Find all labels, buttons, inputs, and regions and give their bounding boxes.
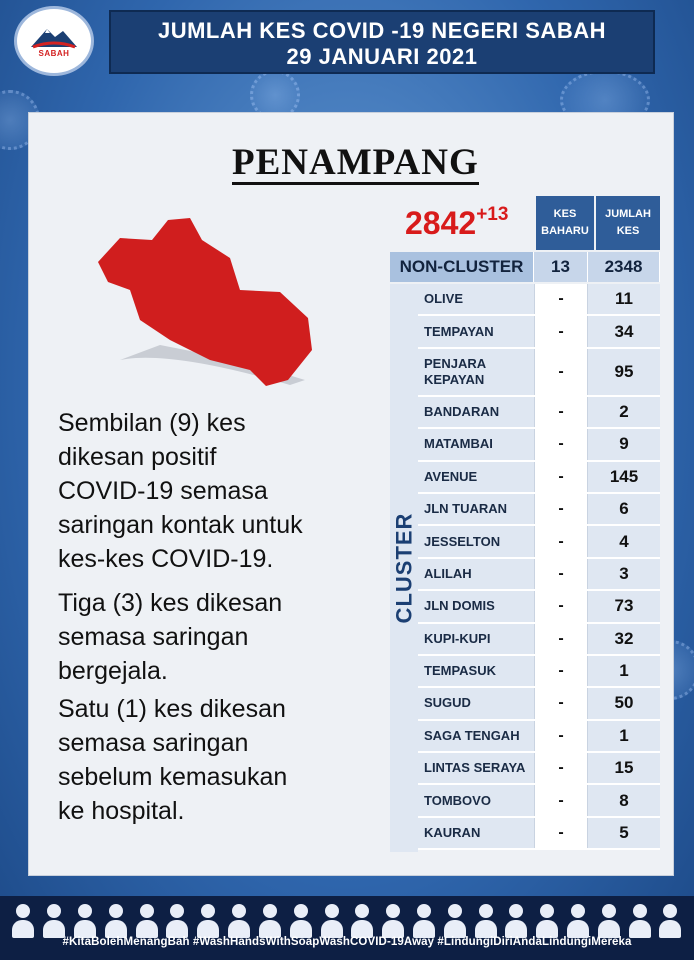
- cluster-name: JESSELTON: [418, 526, 534, 556]
- person-icon: [382, 902, 404, 938]
- person-icon: [413, 902, 435, 938]
- table-row: [418, 624, 660, 656]
- table-row: [418, 818, 660, 850]
- cluster-name: TEMPAYAN: [418, 316, 534, 346]
- cluster-label-text: CLUSTER: [391, 512, 417, 624]
- cluster-total-cases: 6: [588, 494, 660, 524]
- person-icon: [105, 902, 127, 938]
- table-row: [418, 429, 660, 461]
- description-paragraph-2: [58, 586, 282, 688]
- description-line: Satu (1) kes dikesan: [58, 695, 286, 723]
- person-icon: [659, 902, 681, 938]
- person-icon: [567, 902, 589, 938]
- table-row: [418, 656, 660, 688]
- description-line: COVID-19 semasa: [58, 477, 268, 505]
- total-value: 2842: [405, 205, 477, 241]
- cluster-total-cases: 1: [588, 656, 660, 686]
- cluster-new-cases: -: [534, 462, 588, 492]
- person-icon: [598, 902, 620, 938]
- person-icon: [444, 902, 466, 938]
- cluster-name: TOMBOVO: [418, 785, 534, 815]
- person-icon: [228, 902, 250, 938]
- description-line: bergejala.: [58, 657, 168, 685]
- cluster-new-cases: -: [534, 494, 588, 524]
- person-icon: [536, 902, 558, 938]
- person-icon: [629, 902, 651, 938]
- mountain-icon: [29, 25, 79, 49]
- cluster-name: KUPI-KUPI: [418, 624, 534, 654]
- cluster-name: JLN TUARAN: [418, 494, 534, 524]
- description-paragraph-3: [58, 692, 287, 828]
- description-line: semasa saringan: [58, 623, 249, 651]
- cluster-new-cases: -: [534, 284, 588, 314]
- cluster-new-cases: -: [534, 624, 588, 654]
- cluster-total-cases: 145: [588, 462, 660, 492]
- non-cluster-row: [390, 252, 660, 282]
- person-icon: [166, 902, 188, 938]
- table-row: [418, 462, 660, 494]
- description-line: dikesan positif: [58, 443, 217, 471]
- cluster-name: KAURAN: [418, 818, 534, 848]
- non-cluster-total: 2348: [588, 252, 660, 282]
- cluster-name: SAGA TENGAH: [418, 721, 534, 751]
- table-row: [418, 349, 660, 397]
- title-line-1: JUMLAH KES COVID -19 NEGERI SABAH: [157, 18, 606, 43]
- description-line: ke hospital.: [58, 797, 185, 825]
- non-cluster-label: NON-CLUSTER: [390, 252, 534, 282]
- person-icon: [505, 902, 527, 938]
- logo-text: SABAH: [38, 48, 70, 58]
- cluster-new-cases: -: [534, 688, 588, 718]
- cluster-new-cases: -: [534, 397, 588, 427]
- cluster-total-cases: 95: [588, 349, 660, 395]
- cluster-total-cases: 3: [588, 559, 660, 589]
- district-map-icon: [90, 210, 320, 390]
- person-icon: [12, 902, 34, 938]
- cluster-new-cases: -: [534, 753, 588, 783]
- cluster-total-cases: 34: [588, 316, 660, 346]
- table-row: [418, 688, 660, 720]
- table-row: [418, 397, 660, 429]
- person-icon: [136, 902, 158, 938]
- cluster-new-cases: -: [534, 721, 588, 751]
- footer-figures: [8, 898, 686, 938]
- cluster-table: [418, 284, 660, 850]
- footer-hashtags: #KitaBolehMenangBah #WashHandsWithSoapWashCOVID-19Away #LindungiDiriAndaLindungiMereka: [62, 936, 632, 948]
- cluster-total-cases: 5: [588, 818, 660, 848]
- cluster-total-cases: 73: [588, 591, 660, 621]
- cluster-new-cases: -: [534, 656, 588, 686]
- column-header-total-label: JUMLAH KES: [605, 208, 651, 237]
- cluster-new-cases: -: [534, 526, 588, 556]
- non-cluster-new: 13: [534, 252, 588, 282]
- cluster-name: ALILAH: [418, 559, 534, 589]
- description-line: kes-kes COVID-19.: [58, 545, 274, 573]
- cluster-total-cases: 2: [588, 397, 660, 427]
- total-increase: +13: [476, 204, 509, 225]
- person-icon: [351, 902, 373, 938]
- person-icon: [197, 902, 219, 938]
- person-icon: [259, 902, 281, 938]
- cluster-total-cases: 8: [588, 785, 660, 815]
- cluster-name: JLN DOMIS: [418, 591, 534, 621]
- total-cases: [405, 204, 508, 242]
- cluster-new-cases: -: [534, 349, 588, 395]
- cluster-new-cases: -: [534, 818, 588, 848]
- table-row: [418, 721, 660, 753]
- cluster-name: MATAMBAI: [418, 429, 534, 459]
- person-icon: [321, 902, 343, 938]
- cluster-new-cases: -: [534, 429, 588, 459]
- cluster-new-cases: -: [534, 316, 588, 346]
- description-line: Sembilan (9) kes: [58, 409, 246, 437]
- cluster-new-cases: -: [534, 785, 588, 815]
- page-title: [109, 10, 655, 74]
- cluster-total-cases: 32: [588, 624, 660, 654]
- cluster-name: TEMPASUK: [418, 656, 534, 686]
- cluster-name: PENJARA KEPAYAN: [418, 349, 534, 395]
- district-title: PENAMPANG: [232, 142, 479, 183]
- cluster-name: BANDARAN: [418, 397, 534, 427]
- table-row: [418, 753, 660, 785]
- table-row: [418, 316, 660, 348]
- column-header-total: [596, 196, 660, 250]
- cluster-total-cases: 50: [588, 688, 660, 718]
- cluster-name: SUGUD: [418, 688, 534, 718]
- table-row: [418, 526, 660, 558]
- cluster-total-cases: 9: [588, 429, 660, 459]
- table-row: [418, 559, 660, 591]
- person-icon: [43, 902, 65, 938]
- column-header-new-label: KES BAHARU: [541, 208, 589, 237]
- sabah-logo: [14, 6, 94, 76]
- cluster-new-cases: -: [534, 591, 588, 621]
- person-icon: [475, 902, 497, 938]
- table-row: [418, 284, 660, 316]
- column-header-new: [536, 196, 594, 250]
- description-line: semasa saringan: [58, 729, 249, 757]
- table-row: [418, 591, 660, 623]
- title-line-2: 29 JANUARI 2021: [286, 44, 478, 69]
- person-icon: [290, 902, 312, 938]
- cluster-total-cases: 4: [588, 526, 660, 556]
- description-paragraph-1: [58, 406, 303, 576]
- person-icon: [74, 902, 96, 938]
- cluster-new-cases: -: [534, 559, 588, 589]
- table-row: [418, 494, 660, 526]
- description-line: sebelum kemasukan: [58, 763, 288, 791]
- cluster-name: LINTAS SERAYA: [418, 753, 534, 783]
- cluster-name: OLIVE: [418, 284, 534, 314]
- cluster-name: AVENUE: [418, 462, 534, 492]
- cluster-total-cases: 11: [588, 284, 660, 314]
- cluster-total-cases: 1: [588, 721, 660, 751]
- cluster-total-cases: 15: [588, 753, 660, 783]
- table-row: [418, 785, 660, 817]
- cluster-side-label: [390, 284, 418, 852]
- description-line: saringan kontak untuk: [58, 511, 303, 539]
- description-line: Tiga (3) kes dikesan: [58, 589, 283, 617]
